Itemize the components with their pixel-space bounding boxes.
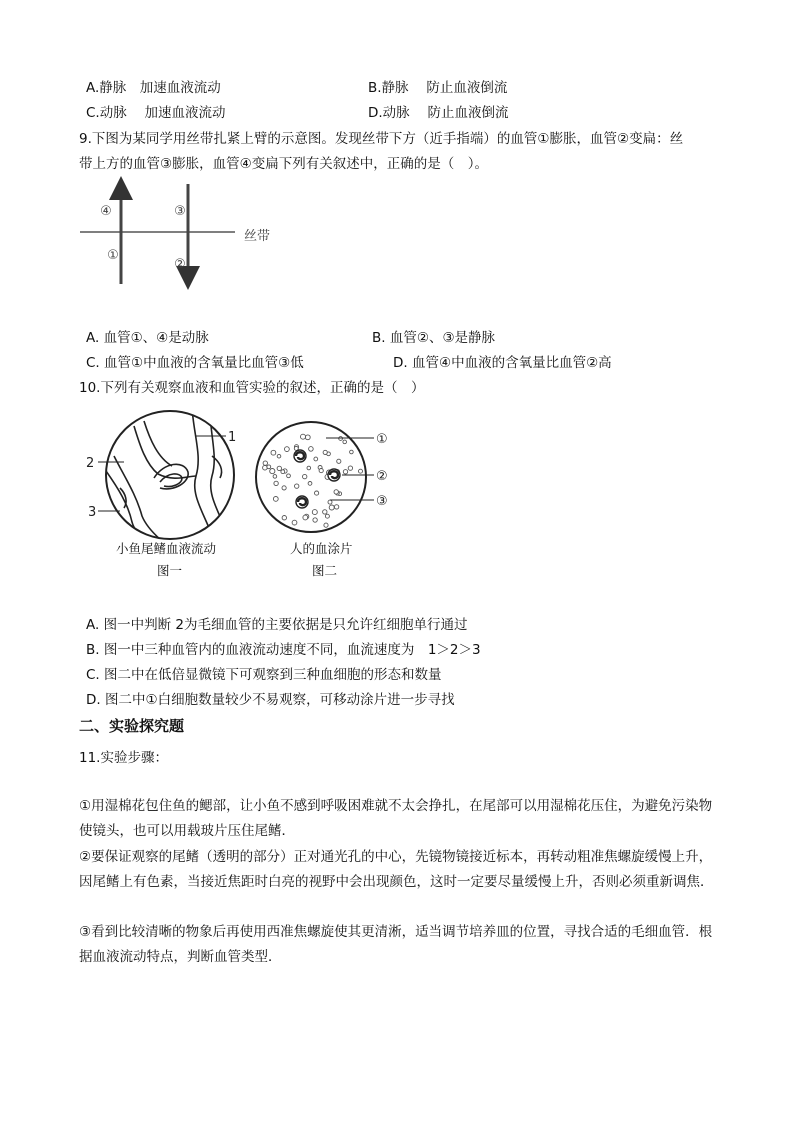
q8-option-c: C.动脉 加速血液流动	[86, 105, 226, 121]
red-blood-cell	[314, 457, 318, 461]
red-blood-cell	[308, 482, 312, 486]
red-blood-cell	[305, 435, 310, 440]
fig1-label-2: 2	[86, 456, 95, 471]
fig1-caption: 小鱼尾鳍血液流动	[116, 541, 217, 556]
label-4: ④	[100, 204, 112, 219]
q11-title: 11.实验步骤：	[79, 750, 168, 766]
q9-stem-line2: 带上方的血管③膨胀，血管④变扁下列有关叙述中，正确的是（ ）。	[79, 156, 488, 172]
red-blood-cell	[324, 523, 328, 527]
q9-option-a: A. 血管①、④是动脉	[86, 330, 209, 346]
red-blood-cell	[334, 490, 338, 494]
red-blood-cell	[323, 450, 327, 454]
q10-option-d: D. 图二中①白细胞数量较少不易观察，可移动涂片进一步寻找	[86, 692, 455, 708]
q9-option-b: B. 血管②、③是静脉	[372, 330, 496, 346]
red-blood-cell	[271, 450, 276, 455]
fig1-label-1: 1	[228, 430, 237, 445]
q11-step2: ②要保证观察的尾鳍（透明的部分）正对通光孔的中心，先镜物镜接近标本，再转动粗准焦螺旋缓慢上升，因尾鳍上有色素，当接近焦距时白亮的视野中会出现颜色，这时一定要尽量缓慢上升，否则必须重新调焦．	[79, 849, 714, 890]
red-blood-cell	[312, 510, 317, 515]
q8-option-b: B.静脉 防止血液倒流	[368, 80, 508, 96]
q9-arm-ribbon-diagram	[80, 178, 280, 290]
red-blood-cell	[273, 497, 278, 502]
q9-option-d: D. 血管④中血液的含氧量比血管②高	[393, 355, 612, 371]
q10-option-b: B. 图一中三种血管内的血液流动速度不同，血流速度为 1＞2＞3	[86, 642, 481, 658]
q11-step1: ①用湿棉花包住鱼的鳃部，让小鱼不感到呼吸困难就不太会挣扎，在尾部可以用湿棉花压住，为避免污染物使镜头，也可以用载玻片压住尾鳍．	[79, 798, 713, 839]
label-1: ①	[107, 248, 119, 263]
q11-step3: ③看到比较清晰的物象后再使用西准焦螺旋使其更清淅，适当调节培养皿的位置，寻找合适的毛细血管．根据血液流动特点，判断血管类型．	[79, 924, 713, 965]
red-blood-cell	[307, 466, 311, 470]
section-heading: 二、实验探究题	[79, 717, 185, 735]
red-blood-cell	[282, 516, 286, 520]
red-blood-cell	[277, 466, 281, 470]
q10-stem: 10.下列有关观察血液和血管实验的叙述，正确的是（ ）	[79, 380, 425, 396]
red-blood-cell	[277, 454, 281, 458]
red-blood-cell	[334, 505, 338, 509]
fig1-name: 图一	[157, 563, 183, 578]
q10-figure2-blood-smear	[256, 420, 396, 540]
red-blood-cell	[287, 474, 291, 478]
ribbon-label: 丝带	[244, 229, 271, 244]
red-blood-cell	[267, 465, 271, 469]
red-blood-cell	[303, 515, 308, 520]
red-blood-cell	[301, 434, 306, 439]
red-blood-cell	[292, 520, 297, 525]
fig2-label-2: ②	[376, 469, 388, 484]
red-blood-cell	[315, 491, 319, 495]
red-blood-cell	[263, 461, 267, 465]
red-blood-cell	[350, 450, 354, 454]
red-blood-cell	[303, 474, 307, 478]
q9-option-c: C. 血管①中血液的含氧量比血管③低	[86, 355, 304, 371]
red-blood-cell	[337, 459, 341, 463]
q8-option-a: A.静脉 加速血液流动	[86, 80, 221, 96]
red-blood-cell	[273, 475, 277, 479]
red-blood-cell	[325, 514, 329, 518]
q10-figure1-fish-tail-vessels	[84, 416, 254, 586]
q10-option-a: A. 图一中判断 2为毛细血管的主要依据是只允许红细胞单行通过	[86, 617, 468, 633]
fig1-label-3: 3	[88, 505, 97, 520]
red-blood-cell	[323, 510, 327, 514]
label-3: ③	[174, 204, 186, 219]
red-blood-cell	[328, 500, 332, 504]
q8-option-d: D.动脉 防止血液倒流	[368, 105, 509, 121]
red-blood-cell	[281, 470, 285, 474]
label-2: ②	[174, 257, 186, 272]
red-blood-cell	[319, 469, 323, 473]
q9-stem-line1: 9.下图为某同学用丝带扎紧上臂的示意图。发现丝带下方（近手指端）的血管①膨胀，血管②变扁：丝	[79, 131, 684, 147]
red-blood-cell	[263, 465, 268, 470]
red-blood-cell	[348, 466, 352, 470]
red-blood-cell	[329, 505, 334, 510]
red-blood-cell	[295, 484, 299, 488]
fig2-label-3: ③	[376, 494, 388, 509]
fig2-label-1: ①	[376, 432, 388, 447]
red-blood-cell	[309, 447, 314, 452]
red-blood-cell	[270, 469, 275, 474]
red-blood-cell	[274, 481, 278, 485]
red-blood-cell	[343, 470, 347, 474]
red-blood-cell	[343, 440, 347, 444]
red-blood-cell	[282, 486, 286, 490]
fig2-name: 图二	[312, 563, 338, 578]
red-blood-cell	[359, 469, 363, 473]
red-blood-cell	[285, 447, 290, 452]
fig2-caption: 人的血涂片	[290, 541, 353, 556]
red-blood-cell	[313, 518, 317, 522]
q10-option-c: C. 图二中在低倍显微镜下可观察到三种血细胞的形态和数量	[86, 667, 442, 683]
